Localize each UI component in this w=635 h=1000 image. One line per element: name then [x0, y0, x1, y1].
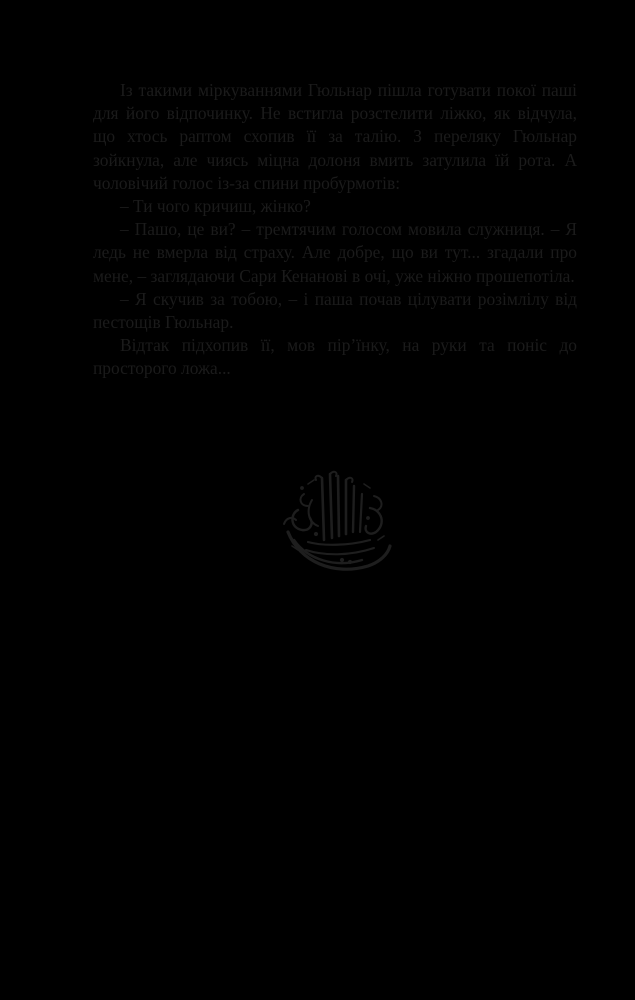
paragraph: – Я скучив за тобою, – і паша почав цілувати розімлілу від пестощів Гюльнар. — [93, 288, 577, 333]
paragraph: – Ти чого кричиш, жінко? — [120, 196, 311, 217]
body-text — [93, 79, 577, 381]
paragraph: Із такими міркуваннями Гюльнар пішла готувати покої паші для його відпочинку. Не встигла розстелити ліжко, як відчула, що хтось раптом схопив її за талію. З переляку Гюльнар зойкнула, але чиясь міцна долоня вмить затулила їй рота. А чоловічий голос із-за спини пробурмотів: — [93, 80, 577, 193]
paragraph: – Пашо, це ви? – тремтячим голосом мовила служниця. – Я ледь не вмерла від страху. Але добре, що ви тут... згадали про мене, – заглядаючи Сари Кенанові в очі, уже ніжно прошепотіла. — [93, 219, 577, 286]
bismillah-calligraphy-icon — [278, 470, 394, 582]
calligraphy-emblem — [278, 470, 394, 582]
paragraph: Відтак підхопив її, мов пір’їнку, на руки та поніс до просторого ложа... — [93, 335, 577, 379]
